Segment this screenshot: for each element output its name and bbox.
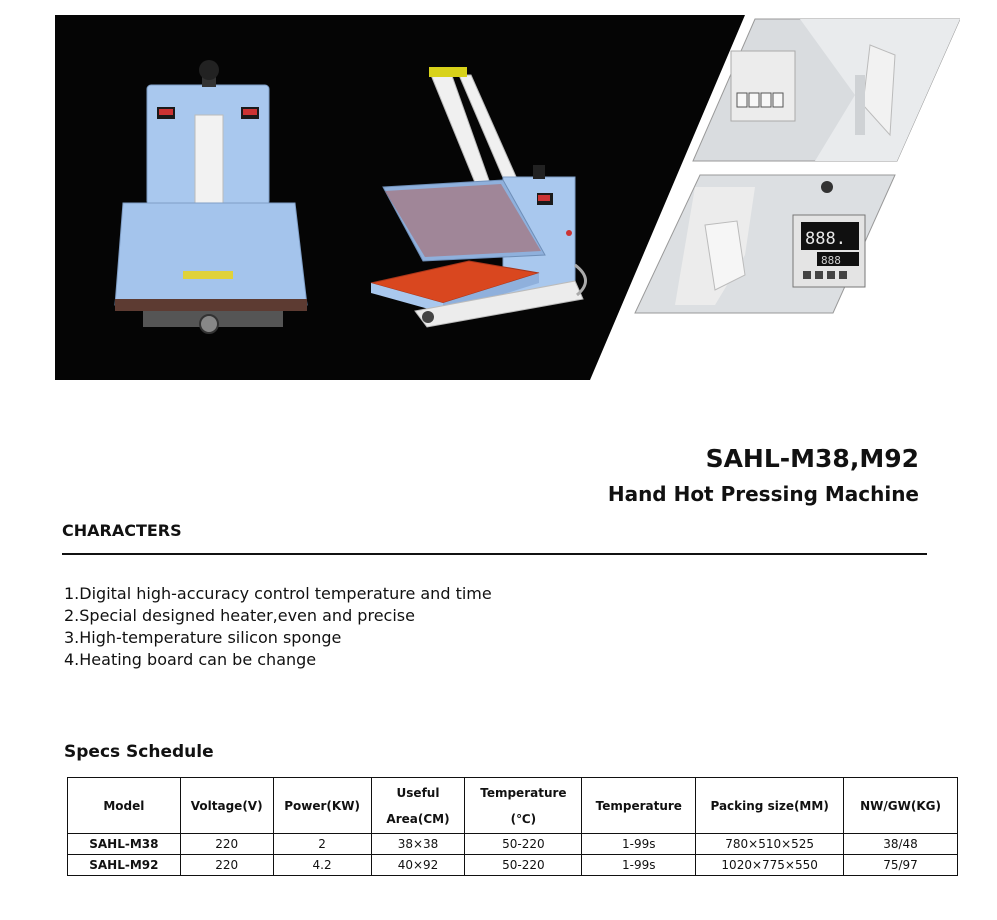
controller-display-secondary: 888	[821, 254, 841, 267]
col-header-useful-area	[371, 778, 465, 834]
cell-temperature: 50-220	[465, 834, 582, 855]
col-header-packing-size: Packing size(MM)	[696, 778, 844, 834]
col-header-power: Power(KW)	[273, 778, 371, 834]
cell-weight: 75/97	[844, 855, 958, 876]
cell-model: SAHL-M38	[68, 834, 181, 855]
cell-packing-size: 1020×775×550	[696, 855, 844, 876]
characters-list	[64, 583, 492, 671]
col-header-weight: NW/GW(KG)	[844, 778, 958, 834]
col-header-useful-area-line2: Area(CM)	[386, 811, 450, 826]
controller-display-main: 888.	[805, 229, 846, 249]
cell-packing-size: 780×510×525	[696, 834, 844, 855]
table-row	[68, 834, 958, 855]
specs-heading: Specs Schedule	[64, 742, 214, 762]
characters-list-item: 2.Special designed heater,even and precise	[64, 606, 415, 625]
product-photo-collage	[55, 15, 960, 380]
cell-temperature: 50-220	[465, 855, 582, 876]
cell-weight: 38/48	[844, 834, 958, 855]
specs-table	[67, 777, 958, 876]
characters-list-item: 1.Digital high-accuracy control temperature and time	[64, 584, 492, 603]
cell-voltage: 220	[180, 855, 273, 876]
col-header-temperature	[465, 778, 582, 834]
product-subtitle: Hand Hot Pressing Machine	[607, 482, 919, 506]
col-header-time: Temperature	[582, 778, 696, 834]
characters-list-item: 4.Heating board can be change	[64, 650, 317, 669]
cell-voltage: 220	[180, 834, 273, 855]
characters-list-item: 3.High-temperature silicon sponge	[64, 628, 342, 647]
col-header-temperature-line1: Temperature	[480, 785, 567, 800]
characters-heading: CHARACTERS	[62, 521, 182, 540]
cell-power: 4.2	[273, 855, 371, 876]
cell-time: 1-99s	[582, 834, 696, 855]
col-header-voltage: Voltage(V)	[180, 778, 273, 834]
product-hero-image	[55, 15, 960, 380]
section-divider	[62, 553, 927, 555]
cell-model: SAHL-M92	[68, 855, 181, 876]
cell-time: 1-99s	[582, 855, 696, 876]
table-row	[68, 855, 958, 876]
digital-controller-closeup	[635, 175, 895, 313]
product-model-title: SAHL-M38,M92	[705, 444, 919, 473]
col-header-useful-area-line1: Useful	[396, 785, 440, 800]
col-header-model: Model	[68, 778, 181, 834]
col-header-temperature-line2: (℃)	[510, 811, 537, 826]
cell-power: 2	[273, 834, 371, 855]
table-header-row	[68, 778, 958, 834]
cell-useful-area: 40×92	[371, 855, 465, 876]
cell-useful-area: 38×38	[371, 834, 465, 855]
